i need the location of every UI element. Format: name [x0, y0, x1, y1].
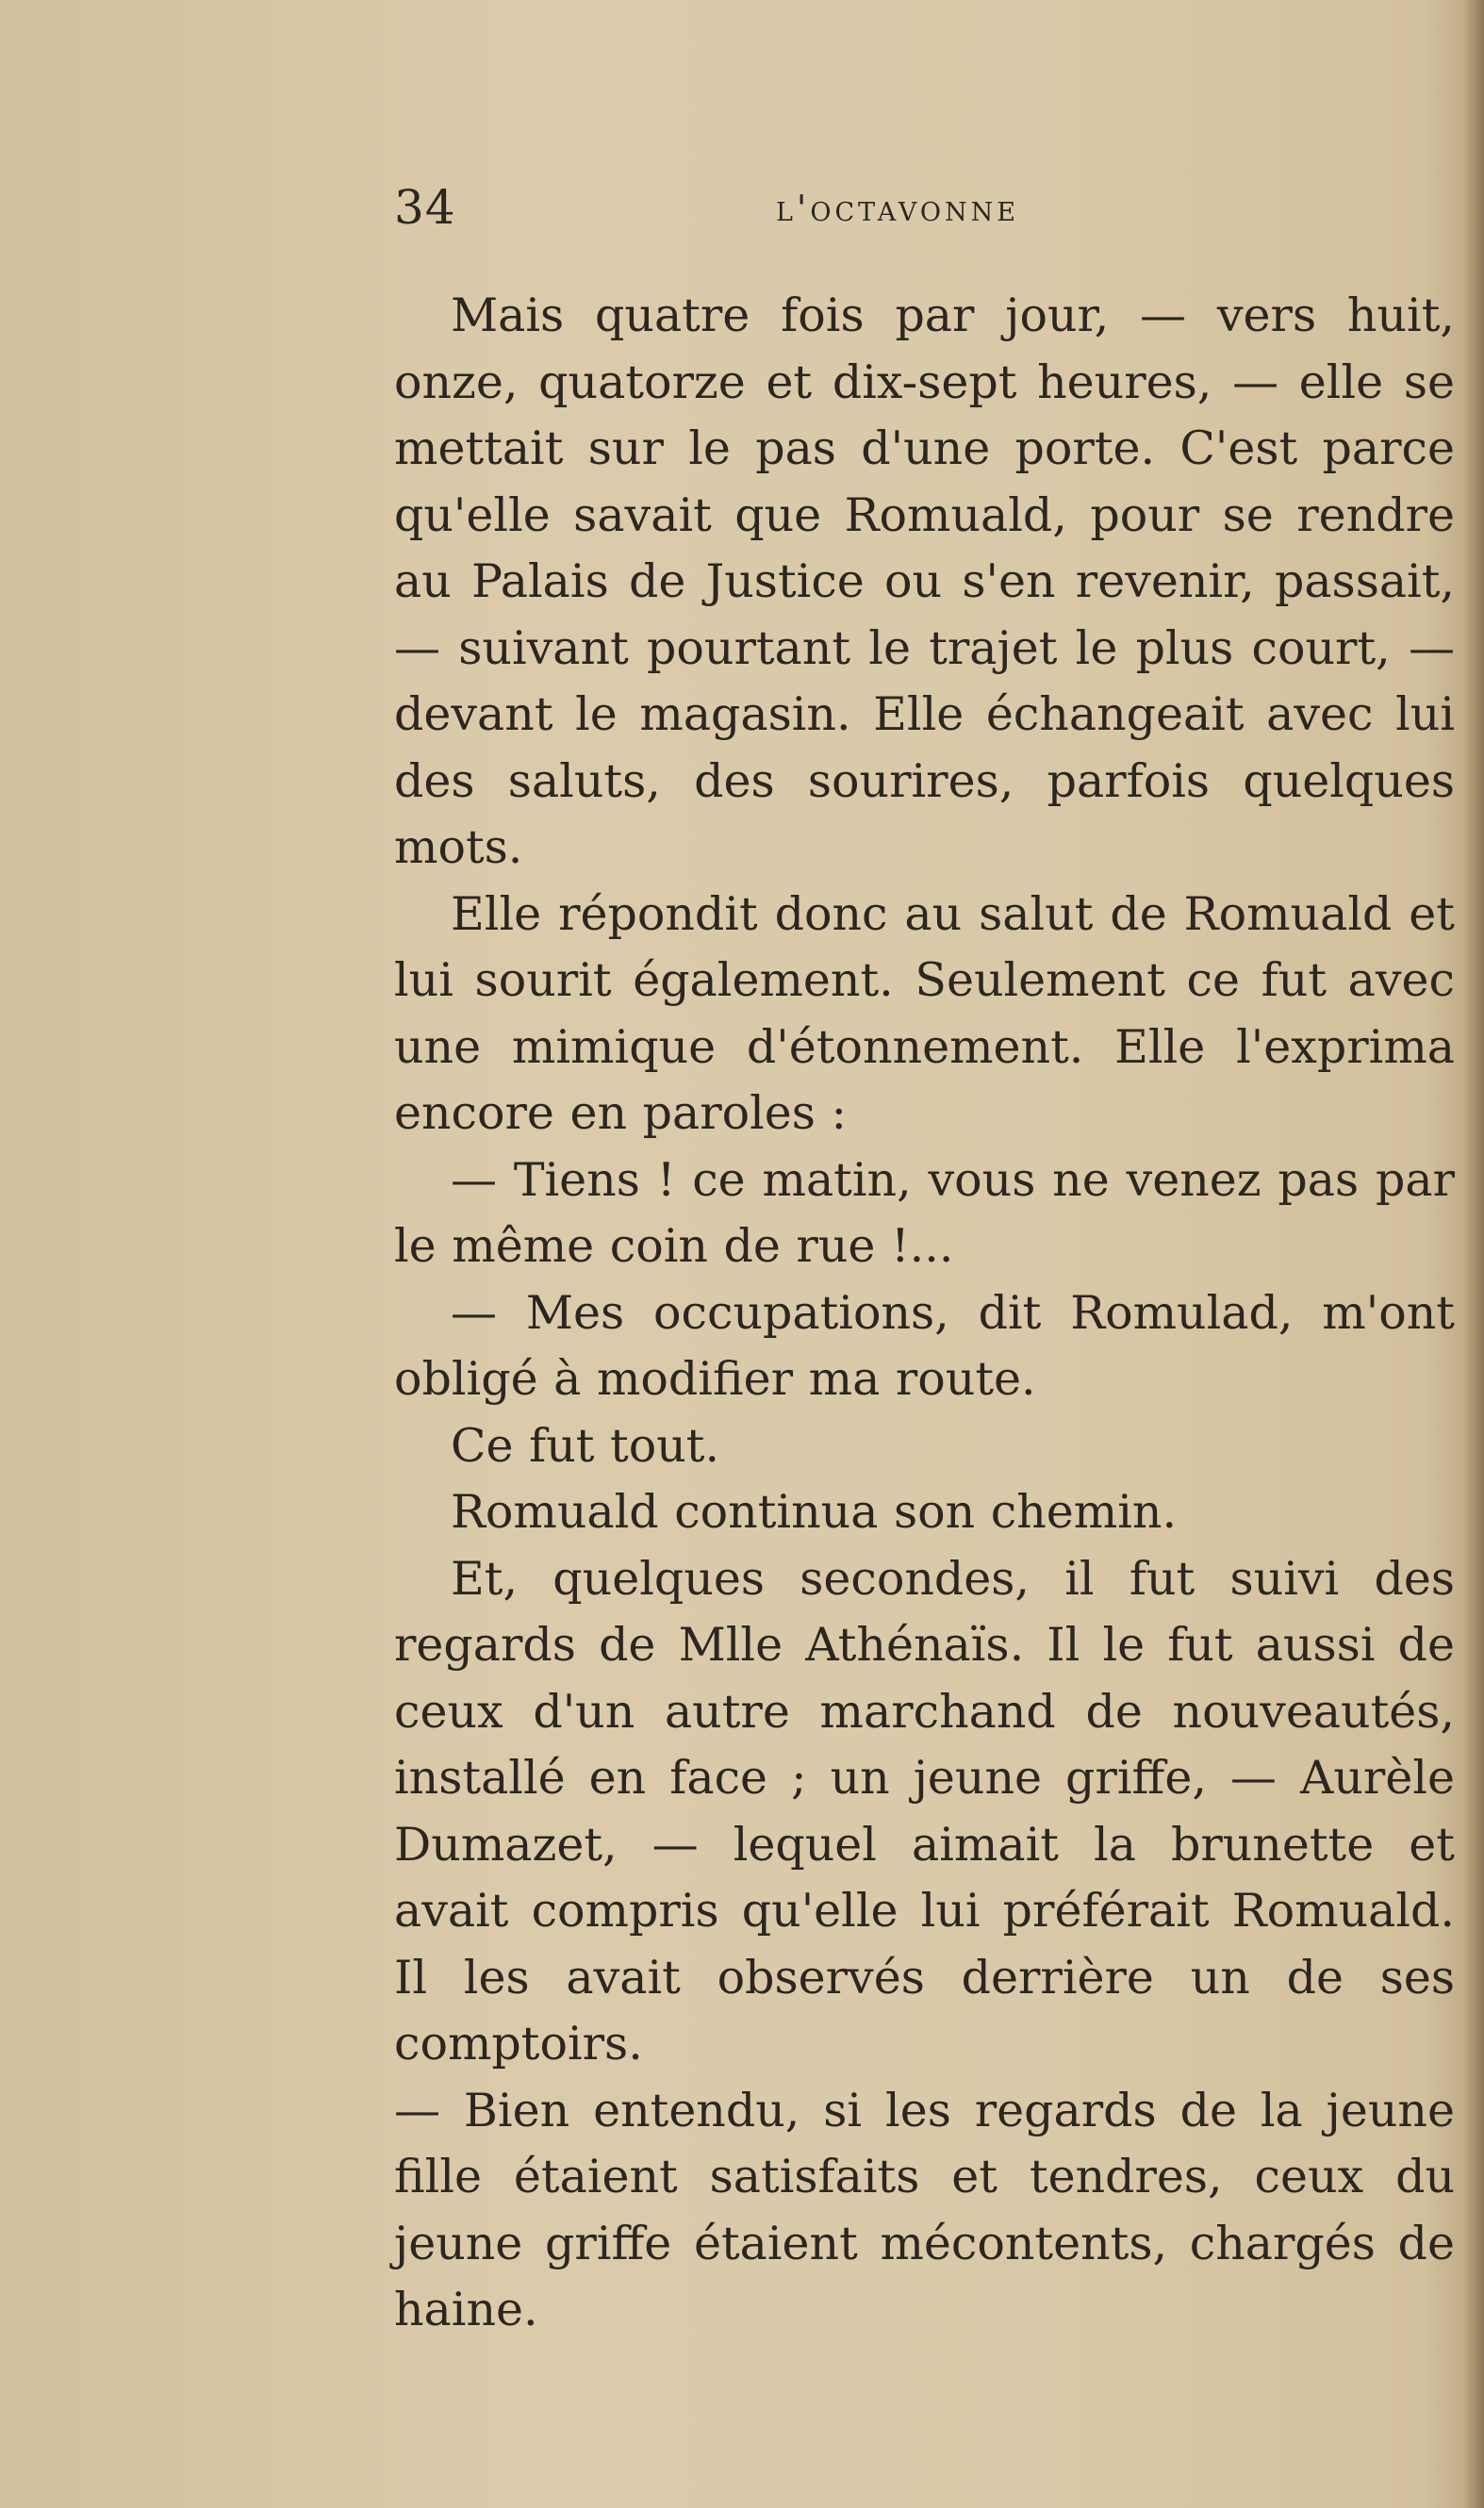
paragraph-3: Ce fut tout.	[451, 1418, 720, 1473]
paragraph-2: Elle répondit donc au salut de Romuald et lui sourit également. Seulement ce fut avec une mimique d'étonnement. Elle l'exprima encore en paroles :	[394, 886, 1455, 1140]
dialogue-line-2: — Mes occupations, dit Romulad, m'ont obligé à modifier ma route.	[394, 1285, 1455, 1406]
page-number: 34	[394, 180, 456, 235]
paragraph-6: — Bien entendu, si les regards de la jeune fille étaient satisfaits et tendres, ceux du jeune griffe étaient mécontents, chargés de haine.	[394, 2083, 1455, 2336]
paragraph-4: Romuald continua son chemin.	[451, 1485, 1178, 1539]
body-text	[394, 283, 1455, 2344]
running-title: l'octavonne	[776, 188, 1019, 229]
paragraph-1: Mais quatre fois par jour, — vers huit, onze, quatorze et dix-sept heures, — elle se mettait sur le pas d'une porte. C'est parce qu'elle savait que Romuald, pour se rendre au Palais de Justice ou s'en revenir, passait, — suivant pourtant le trajet le plus court, — devant le magasin. Elle échangeait avec lui des saluts, des sourires, parfois quelques mots.	[394, 289, 1455, 874]
page-edge-shadow	[1463, 0, 1484, 2508]
page-header	[394, 179, 1422, 236]
dialogue-line-1: — Tiens ! ce matin, vous ne venez pas par le même coin de rue !...	[394, 1152, 1455, 1273]
paragraph-5: Et, quelques secondes, il fut suivi des regards de Mlle Athénaïs. Il le fut aussi de ceux d'un autre marchand de nouveautés, installé en face ; un jeune griffe, — Aurèle Dumazet, — lequel aimait la brunette et avait compris qu'elle lui préférait Romuald. Il les avait observés derrière un de ses comptoirs.	[394, 1551, 1455, 2071]
